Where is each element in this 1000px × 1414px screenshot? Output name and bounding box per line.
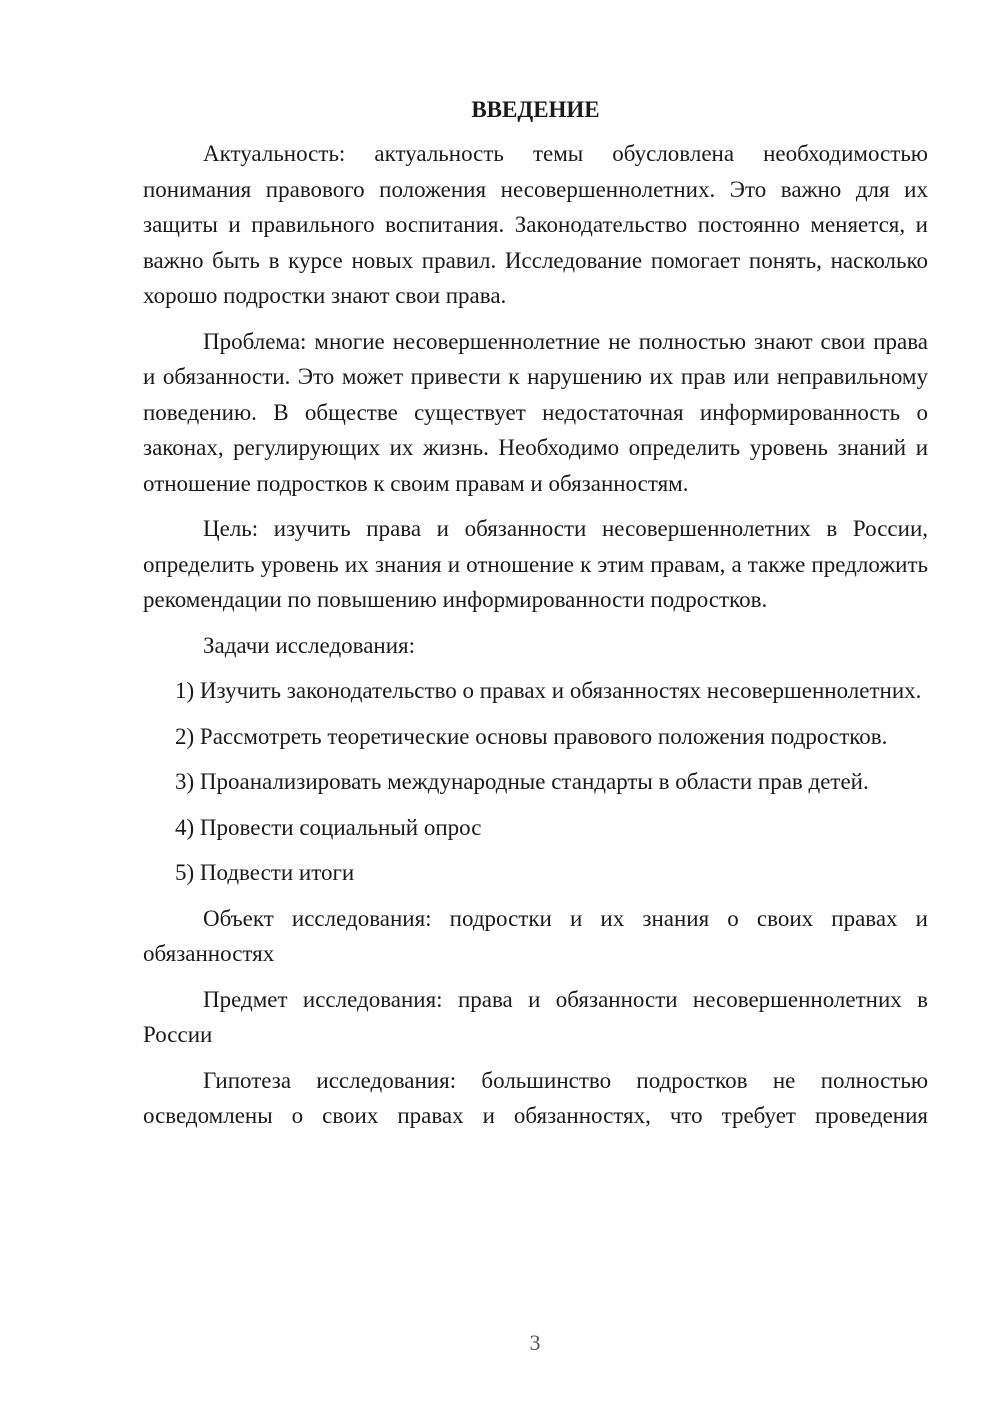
task-item: 3) Проанализировать международные стандарты в области прав детей. (175, 769, 869, 794)
paragraph-subject: Предмет исследования: права и обязанности несовершеннолетних в России (143, 986, 928, 1047)
task-item: 1) Изучить законодательство о правах и обязанностях несовершеннолетних. (175, 678, 922, 703)
page-number: 3 (529, 1330, 541, 1355)
page-title: ВВЕДЕНИЕ (471, 97, 600, 122)
paragraph-object: Объект исследования: подростки и их знания о своих правах и обязанностях (143, 905, 928, 966)
paragraph-problem: Проблема: многие несовершеннолетние не полностью знают свои права и обязанности. Это может привести к нарушению их прав или неправильному поведению. В обществе существует недостаточная информированность о законах, регулирующих их жизнь. Необходимо определить уровень знаний и отношение подростков к своим правам и обязанностям. (143, 328, 928, 496)
task-item: 5) Подвести итоги (175, 860, 355, 885)
paragraph-relevance: Актуальность: актуальность темы обусловлена необходимостью понимания правового положения несовершеннолетних. Это важно для их защиты и правильного воспитания. Законодательство постоянно меняется, и важно быть в курсе новых правил. Исследование помогает понять, насколько хорошо подростки знают свои права. (143, 141, 928, 308)
task-item: 4) Провести социальный опрос (175, 814, 482, 840)
paragraph-goal: Цель: изучить права и обязанности несовершеннолетних в России, определить уровень их знания и отношение к этим правам, а также предложить рекомендации по повышению информированности подростков. (143, 516, 928, 612)
tasks-heading: Задачи исследования: (203, 632, 416, 658)
paragraph-hypothesis: Гипотеза исследования: большинство подростков не полностью осведомлены о своих правах и обязанностях, что требует проведения (143, 1067, 928, 1128)
task-item: 2) Рассмотреть теоретические основы правового положения подростков. (175, 723, 888, 749)
